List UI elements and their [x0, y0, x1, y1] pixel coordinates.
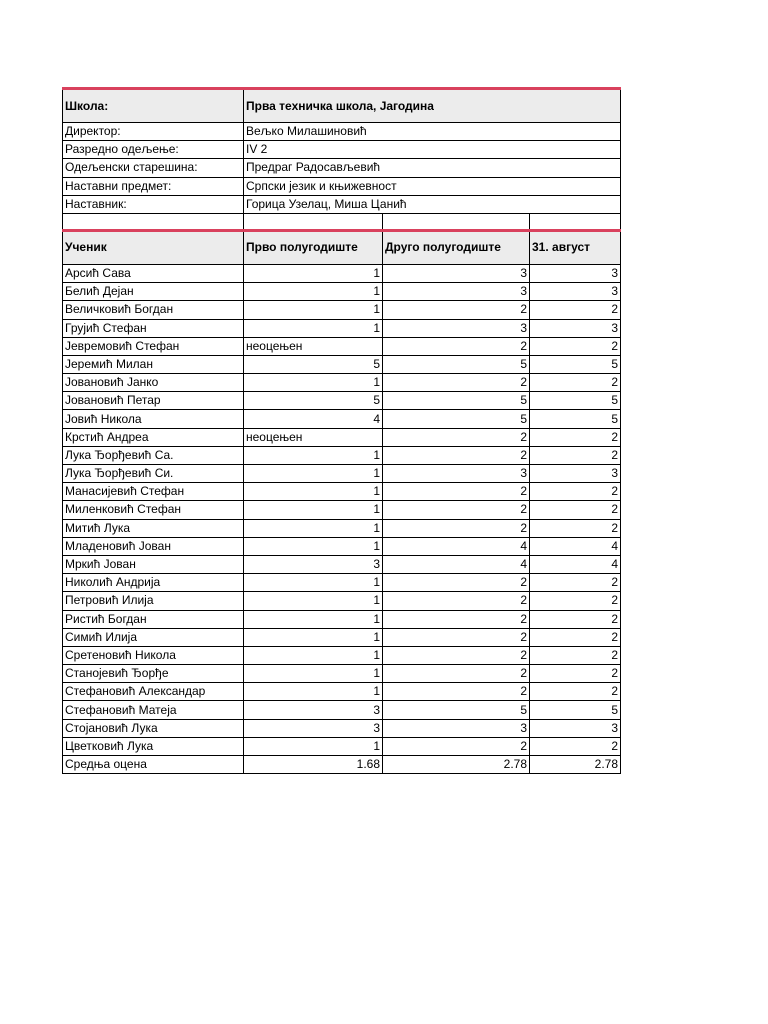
august-grade-cell: 2: [530, 610, 621, 628]
student-name-cell: Арсић Сава: [63, 264, 244, 282]
august-grade-cell: 2: [530, 501, 621, 519]
august-grade-cell: 4: [530, 537, 621, 555]
august-grade-cell: 2: [530, 428, 621, 446]
student-name-cell: Јовановић Петар: [63, 392, 244, 410]
second-term-grade-cell: 2: [383, 592, 530, 610]
first-term-grade-cell: 1: [244, 319, 383, 337]
column-header-student: Ученик: [63, 230, 244, 264]
student-name-cell: Цветковић Лука: [63, 737, 244, 755]
august-grade-cell: 5: [530, 701, 621, 719]
august-grade-cell: 2: [530, 374, 621, 392]
empty-cell: [63, 213, 244, 230]
info-row: [63, 159, 621, 177]
school-label: Школа:: [63, 89, 244, 123]
second-term-grade-cell: 3: [383, 264, 530, 282]
first-term-grade-cell: 1: [244, 628, 383, 646]
table-row: [63, 665, 621, 683]
second-term-grade-cell: 2: [383, 301, 530, 319]
table-row: [63, 465, 621, 483]
student-name-cell: Стефановић Матеја: [63, 701, 244, 719]
student-name-cell: Стефановић Александар: [63, 683, 244, 701]
student-name-cell: Величковић Богдан: [63, 301, 244, 319]
student-name-cell: Сретеновић Никола: [63, 646, 244, 664]
average-label: Средња оцена: [63, 756, 244, 774]
second-term-grade-cell: 5: [383, 701, 530, 719]
second-term-grade-cell: 2: [383, 519, 530, 537]
first-term-grade-cell: 1: [244, 374, 383, 392]
august-grade-cell: 2: [530, 592, 621, 610]
first-term-grade-cell: 1: [244, 683, 383, 701]
student-name-cell: Петровић Илија: [63, 592, 244, 610]
student-name-cell: Крстић Андреа: [63, 428, 244, 446]
student-name-cell: Станојевић Ђорђе: [63, 665, 244, 683]
student-name-cell: Ристић Богдан: [63, 610, 244, 628]
first-term-grade-cell: 1: [244, 446, 383, 464]
table-row: [63, 610, 621, 628]
first-term-grade-cell: 1: [244, 483, 383, 501]
august-grade-cell: 3: [530, 283, 621, 301]
student-name-cell: Митић Лука: [63, 519, 244, 537]
august-grade-cell: 3: [530, 319, 621, 337]
august-grade-cell: 2: [530, 446, 621, 464]
column-header-first-term: Прво полугодиште: [244, 230, 383, 264]
school-row: [63, 89, 621, 123]
table-row: [63, 319, 621, 337]
second-term-grade-cell: 2: [383, 628, 530, 646]
first-term-grade-cell: 1: [244, 537, 383, 555]
second-term-grade-cell: 5: [383, 392, 530, 410]
second-term-average: 2.78: [383, 756, 530, 774]
info-row: [63, 177, 621, 195]
empty-cell: [383, 213, 530, 230]
student-name-cell: Белић Дејан: [63, 283, 244, 301]
second-term-grade-cell: 3: [383, 465, 530, 483]
empty-cell: [244, 213, 383, 230]
august-grade-cell: 2: [530, 301, 621, 319]
info-value: Горица Узелац, Миша Цанић: [244, 195, 621, 213]
info-row: [63, 141, 621, 159]
first-term-grade-cell: 1: [244, 283, 383, 301]
grades-spreadsheet: [62, 87, 621, 774]
table-row: [63, 519, 621, 537]
august-grade-cell: 3: [530, 719, 621, 737]
table-row: [63, 301, 621, 319]
august-grade-cell: 5: [530, 355, 621, 373]
august-grade-cell: 2: [530, 574, 621, 592]
second-term-grade-cell: 2: [383, 483, 530, 501]
table-row: [63, 428, 621, 446]
august-grade-cell: 2: [530, 683, 621, 701]
table-row: [63, 337, 621, 355]
second-term-grade-cell: 4: [383, 555, 530, 573]
info-row: [63, 123, 621, 141]
august-grade-cell: 2: [530, 483, 621, 501]
first-term-average: 1.68: [244, 756, 383, 774]
first-term-grade-cell: 5: [244, 392, 383, 410]
second-term-grade-cell: 2: [383, 446, 530, 464]
first-term-grade-cell: неоцењен: [244, 428, 383, 446]
table-row: [63, 683, 621, 701]
first-term-grade-cell: 4: [244, 410, 383, 428]
august-grade-cell: 3: [530, 465, 621, 483]
second-term-grade-cell: 3: [383, 719, 530, 737]
second-term-grade-cell: 5: [383, 410, 530, 428]
table-row: [63, 501, 621, 519]
table-row: [63, 410, 621, 428]
second-term-grade-cell: 2: [383, 646, 530, 664]
first-term-grade-cell: 1: [244, 737, 383, 755]
student-name-cell: Миленковић Стефан: [63, 501, 244, 519]
student-name-cell: Стојановић Лука: [63, 719, 244, 737]
first-term-grade-cell: 1: [244, 592, 383, 610]
table-row: [63, 537, 621, 555]
empty-cell: [530, 213, 621, 230]
table-row: [63, 392, 621, 410]
first-term-grade-cell: 3: [244, 719, 383, 737]
first-term-grade-cell: 1: [244, 301, 383, 319]
student-name-cell: Николић Андрија: [63, 574, 244, 592]
first-term-grade-cell: 1: [244, 501, 383, 519]
table-row: [63, 574, 621, 592]
table-row: [63, 355, 621, 373]
student-name-cell: Јовановић Јанко: [63, 374, 244, 392]
student-name-cell: Младеновић Јован: [63, 537, 244, 555]
student-name-cell: Јеремић Милан: [63, 355, 244, 373]
august-grade-cell: 5: [530, 410, 621, 428]
table-row: [63, 628, 621, 646]
august-grade-cell: 3: [530, 264, 621, 282]
second-term-grade-cell: 4: [383, 537, 530, 555]
column-header-row: [63, 230, 621, 264]
first-term-grade-cell: 3: [244, 555, 383, 573]
table-row: [63, 264, 621, 282]
first-term-grade-cell: 1: [244, 610, 383, 628]
august-grade-cell: 2: [530, 337, 621, 355]
table-row: [63, 592, 621, 610]
student-name-cell: Симић Илија: [63, 628, 244, 646]
first-term-grade-cell: 1: [244, 465, 383, 483]
table-row: [63, 719, 621, 737]
student-name-cell: Лука Ђорђевић Си.: [63, 465, 244, 483]
first-term-grade-cell: 1: [244, 574, 383, 592]
second-term-grade-cell: 3: [383, 319, 530, 337]
table-row: [63, 483, 621, 501]
august-grade-cell: 2: [530, 519, 621, 537]
first-term-grade-cell: 1: [244, 264, 383, 282]
august-average: 2.78: [530, 756, 621, 774]
august-grade-cell: 2: [530, 646, 621, 664]
spacer-row: [63, 213, 621, 230]
info-value: Предраг Радосављевић: [244, 159, 621, 177]
second-term-grade-cell: 2: [383, 683, 530, 701]
table-row: [63, 555, 621, 573]
second-term-grade-cell: 5: [383, 355, 530, 373]
student-name-cell: Грујић Стефан: [63, 319, 244, 337]
first-term-grade-cell: неоцењен: [244, 337, 383, 355]
school-value: Прва техничка школа, Јагодина: [244, 89, 621, 123]
info-label: Одељенски старешина:: [63, 159, 244, 177]
first-term-grade-cell: 3: [244, 701, 383, 719]
average-row: [63, 756, 621, 774]
info-value: Вељко Милашиновић: [244, 123, 621, 141]
second-term-grade-cell: 3: [383, 283, 530, 301]
first-term-grade-cell: 1: [244, 665, 383, 683]
info-label: Наставник:: [63, 195, 244, 213]
second-term-grade-cell: 2: [383, 737, 530, 755]
info-row: [63, 195, 621, 213]
info-label: Разредно одељење:: [63, 141, 244, 159]
second-term-grade-cell: 2: [383, 374, 530, 392]
table-row: [63, 283, 621, 301]
first-term-grade-cell: 1: [244, 519, 383, 537]
august-grade-cell: 2: [530, 665, 621, 683]
student-name-cell: Јовић Никола: [63, 410, 244, 428]
table-row: [63, 646, 621, 664]
table-row: [63, 737, 621, 755]
second-term-grade-cell: 2: [383, 574, 530, 592]
info-value: Српски језик и књижевност: [244, 177, 621, 195]
table-row: [63, 701, 621, 719]
august-grade-cell: 2: [530, 628, 621, 646]
table-row: [63, 446, 621, 464]
info-value: IV 2: [244, 141, 621, 159]
info-label: Директор:: [63, 123, 244, 141]
column-header-august: 31. август: [530, 230, 621, 264]
second-term-grade-cell: 2: [383, 610, 530, 628]
table-row: [63, 374, 621, 392]
first-term-grade-cell: 1: [244, 646, 383, 664]
student-name-cell: Јевремовић Стефан: [63, 337, 244, 355]
student-name-cell: Манасијевић Стефан: [63, 483, 244, 501]
august-grade-cell: 2: [530, 737, 621, 755]
second-term-grade-cell: 2: [383, 665, 530, 683]
student-name-cell: Лука Ђорђевић Са.: [63, 446, 244, 464]
second-term-grade-cell: 2: [383, 428, 530, 446]
info-label: Наставни предмет:: [63, 177, 244, 195]
first-term-grade-cell: 5: [244, 355, 383, 373]
student-name-cell: Мркић Јован: [63, 555, 244, 573]
august-grade-cell: 5: [530, 392, 621, 410]
second-term-grade-cell: 2: [383, 501, 530, 519]
second-term-grade-cell: 2: [383, 337, 530, 355]
august-grade-cell: 4: [530, 555, 621, 573]
column-header-second-term: Друго полугодиште: [383, 230, 530, 264]
